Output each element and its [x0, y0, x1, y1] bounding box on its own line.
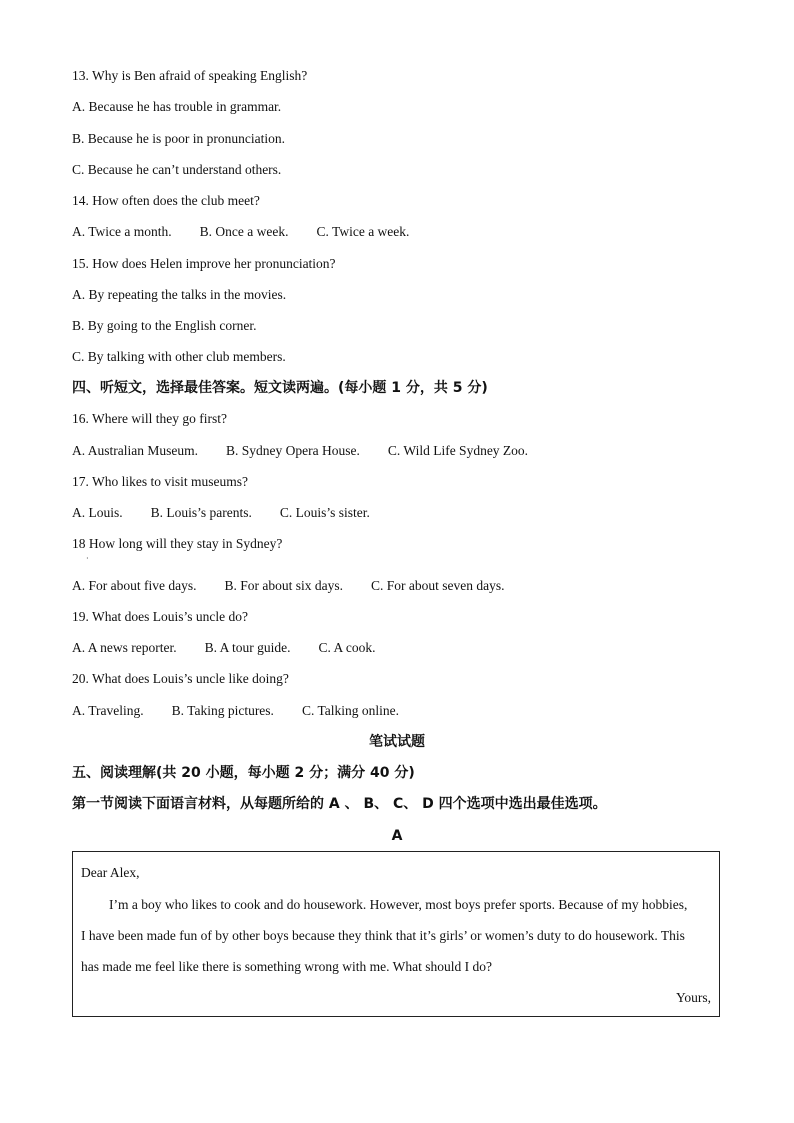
question-20-option-c: C. Talking online.: [301, 703, 399, 718]
question-14: 14. How often does the club meet?: [72, 193, 260, 208]
question-14-option-a: A. Twice a month.: [72, 224, 172, 239]
question-16-option-a: A. Australian Museum.: [72, 443, 198, 458]
letter-closing: Yours,: [675, 990, 711, 1005]
question-14-option-c: C. Twice a week.: [316, 224, 410, 239]
question-20-option-b: B. Taking pictures.: [171, 703, 274, 718]
question-13-option-a: A. Because he has trouble in grammar.: [72, 99, 282, 114]
question-17-option-b: B. Louis’s parents.: [150, 505, 252, 520]
question-16-option-c: C. Wild Life Sydney Zoo.: [387, 443, 529, 458]
question-20-option-a: A. Traveling.: [72, 703, 144, 718]
question-16-option-b: B. Sydney Opera House.: [226, 443, 360, 458]
question-15: 15. How does Helen improve her pronunciation?: [72, 256, 336, 271]
question-18: 18 How long will they stay in Sydney?: [72, 536, 283, 551]
question-15-option-c: C. By talking with other club members.: [72, 349, 286, 364]
question-19-option-c: C. A cook.: [318, 640, 376, 655]
question-20-options: [72, 702, 399, 720]
letter-body-line-3: has made me feel like there is something wrong with me. What should I do?: [81, 959, 493, 974]
letter-greeting: Dear Alex,: [81, 865, 140, 880]
question-18-option-c: C. For about seven days.: [371, 578, 505, 593]
question-16-options: [72, 442, 528, 460]
question-13-option-c: C. Because he can’t understand others.: [72, 162, 282, 177]
stray-dot-mark: ·: [86, 554, 89, 563]
section-5-heading: 五、阅读理解(共 20 小题，每小题 2 分；满分 40 分): [72, 765, 415, 781]
question-17: 17. Who likes to visit museums?: [72, 474, 248, 489]
question-15-option-b: B. By going to the English corner.: [72, 318, 257, 333]
letter-body-line-1: I’m a boy who likes to cook and do housework. However, most boys prefer sports. Because of my hobbies,: [109, 897, 688, 912]
question-17-options: [72, 504, 370, 522]
question-13-option-b: B. Because he is poor in pronunciation.: [72, 131, 285, 146]
question-14-option-b: B. Once a week.: [199, 224, 289, 239]
passage-label: A: [391, 828, 403, 844]
question-19-options: [72, 639, 376, 657]
question-17-option-c: C. Louis’s sister.: [279, 505, 370, 520]
question-19-option-b: B. A tour guide.: [204, 640, 291, 655]
question-20: 20. What does Louis’s uncle like doing?: [72, 671, 289, 686]
question-18-options: [72, 577, 504, 595]
question-19-option-a: A. A news reporter.: [72, 640, 177, 655]
question-16: 16. Where will they go first?: [72, 411, 227, 426]
letter-passage-box: [72, 851, 720, 1017]
question-18-option-b: B. For about six days.: [224, 578, 343, 593]
section-4-heading: 四、听短文，选择最佳答案。短文读两遍。(每小题 1 分，共 5 分): [72, 380, 488, 396]
question-18-option-a: A. For about five days.: [72, 578, 197, 593]
question-15-option-a: A. By repeating the talks in the movies.: [72, 287, 287, 302]
question-19: 19. What does Louis’s uncle do?: [72, 609, 248, 624]
question-13: 13. Why is Ben afraid of speaking English?: [72, 68, 308, 83]
written-test-title: 笔试试题: [369, 734, 425, 750]
letter-body-line-2: I have been made fun of by other boys because they think that it’s girls’ or women’s duty to do housework. This: [81, 928, 685, 943]
section-5-sub-heading: 第一节阅读下面语言材料，从每题所给的 A 、 B、 C、 D 四个选项中选出最佳选项。: [72, 796, 607, 812]
question-14-options: [72, 223, 409, 241]
question-17-option-a: A. Louis.: [72, 505, 123, 520]
